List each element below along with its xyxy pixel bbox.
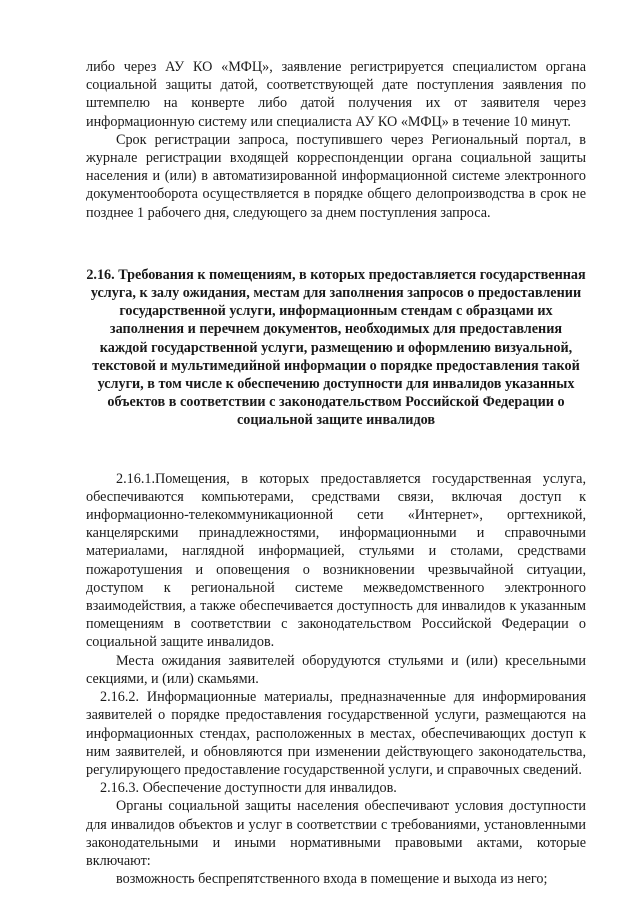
paragraph-registration-mfc: либо через АУ КО «МФЦ», заявление регистрируется специалистом органа социальной защиты датой, соответствующей дате поступления заявления по штемпелю на конверте либо датой получения их от заявителя через информационную систему или специалиста АУ КО «МФЦ» в течение 10 минут. <box>86 59 586 130</box>
paragraph-2-16-2: 2.16.2. Информационные материалы, предназначенные для информирования заявителей о порядке предоставления государственной услуги, размещаются на информационных стендах, расположенных в местах, обеспечивающих доступ к ним заявителей, и обновляются при изменении действующего законодательства, регулирующего предоставление государственной услуги, и справочных сведений. <box>86 689 586 778</box>
paragraph-2-16-1: 2.16.1.Помещения, в которых предоставляется государственная услуга, обеспечиваются компьютерами, средствами связи, включая доступ к информационно-телекоммуникационной сети «Интернет», оргтехникой, канцелярскими принадлежностями, информационными и справочными материалами, наглядной информацией, стульями и столами, средствами пожаротушения и оповещения о возникновении чрезвычайной ситуации, доступом к региональной системе межведомственного электронного взаимодействия, а также обеспечивается доступность для инвалидов к указанным помещениям в соответствии с законодательством Российской Федерации о социальной защите инвалидов. <box>86 470 586 651</box>
spacer <box>86 430 586 470</box>
paragraph-2-16-3: 2.16.3. Обеспечение доступности для инвалидов. <box>100 780 397 797</box>
paragraph-accessibility-conditions: Органы социальной защиты населения обеспечивают условия доступности для инвалидов объектов и услуг в соответствии с требованиями, установленными законодательными и иными нормативными правовыми актами, которые включают: <box>86 798 586 869</box>
spacer <box>86 222 586 266</box>
paragraph-free-entry: возможность беспрепятственного входа в помещение и выхода из него; <box>116 871 548 888</box>
paragraph-registration-portal: Срок регистрации запроса, поступившего через Региональный портал, в журнале регистрации входящей корреспонденции органа социальной защиты населения и (или) в автоматизированной информационной системе электронного документооборота осуществляется в порядке общего делопроизводства в срок не позднее 1 рабочего дня, следующего за днем поступления запроса. <box>86 131 586 221</box>
section-heading-2-16: 2.16. Требования к помещениям, в которых предоставляется государственная услуга, к залу ожидания, местам для заполнения запросов о предоставлении государственной услуги, информационным стендам с образцами их заполнения и перечнем документов, необходимых для предоставления каждой государственной услуги, размещению и оформлению визуальной, текстовой и мультимедийной информации о порядке предоставления такой услуги, в том числе к обеспечению доступности для инвалидов указанных объектов в соответствии с законодательством Российской Федерации о социальной защите инвалидов <box>86 266 586 429</box>
paragraph-waiting-places: Места ожидания заявителей оборудуются стульями и (или) кресельными секциями, и (или) скамьями. <box>86 652 586 687</box>
